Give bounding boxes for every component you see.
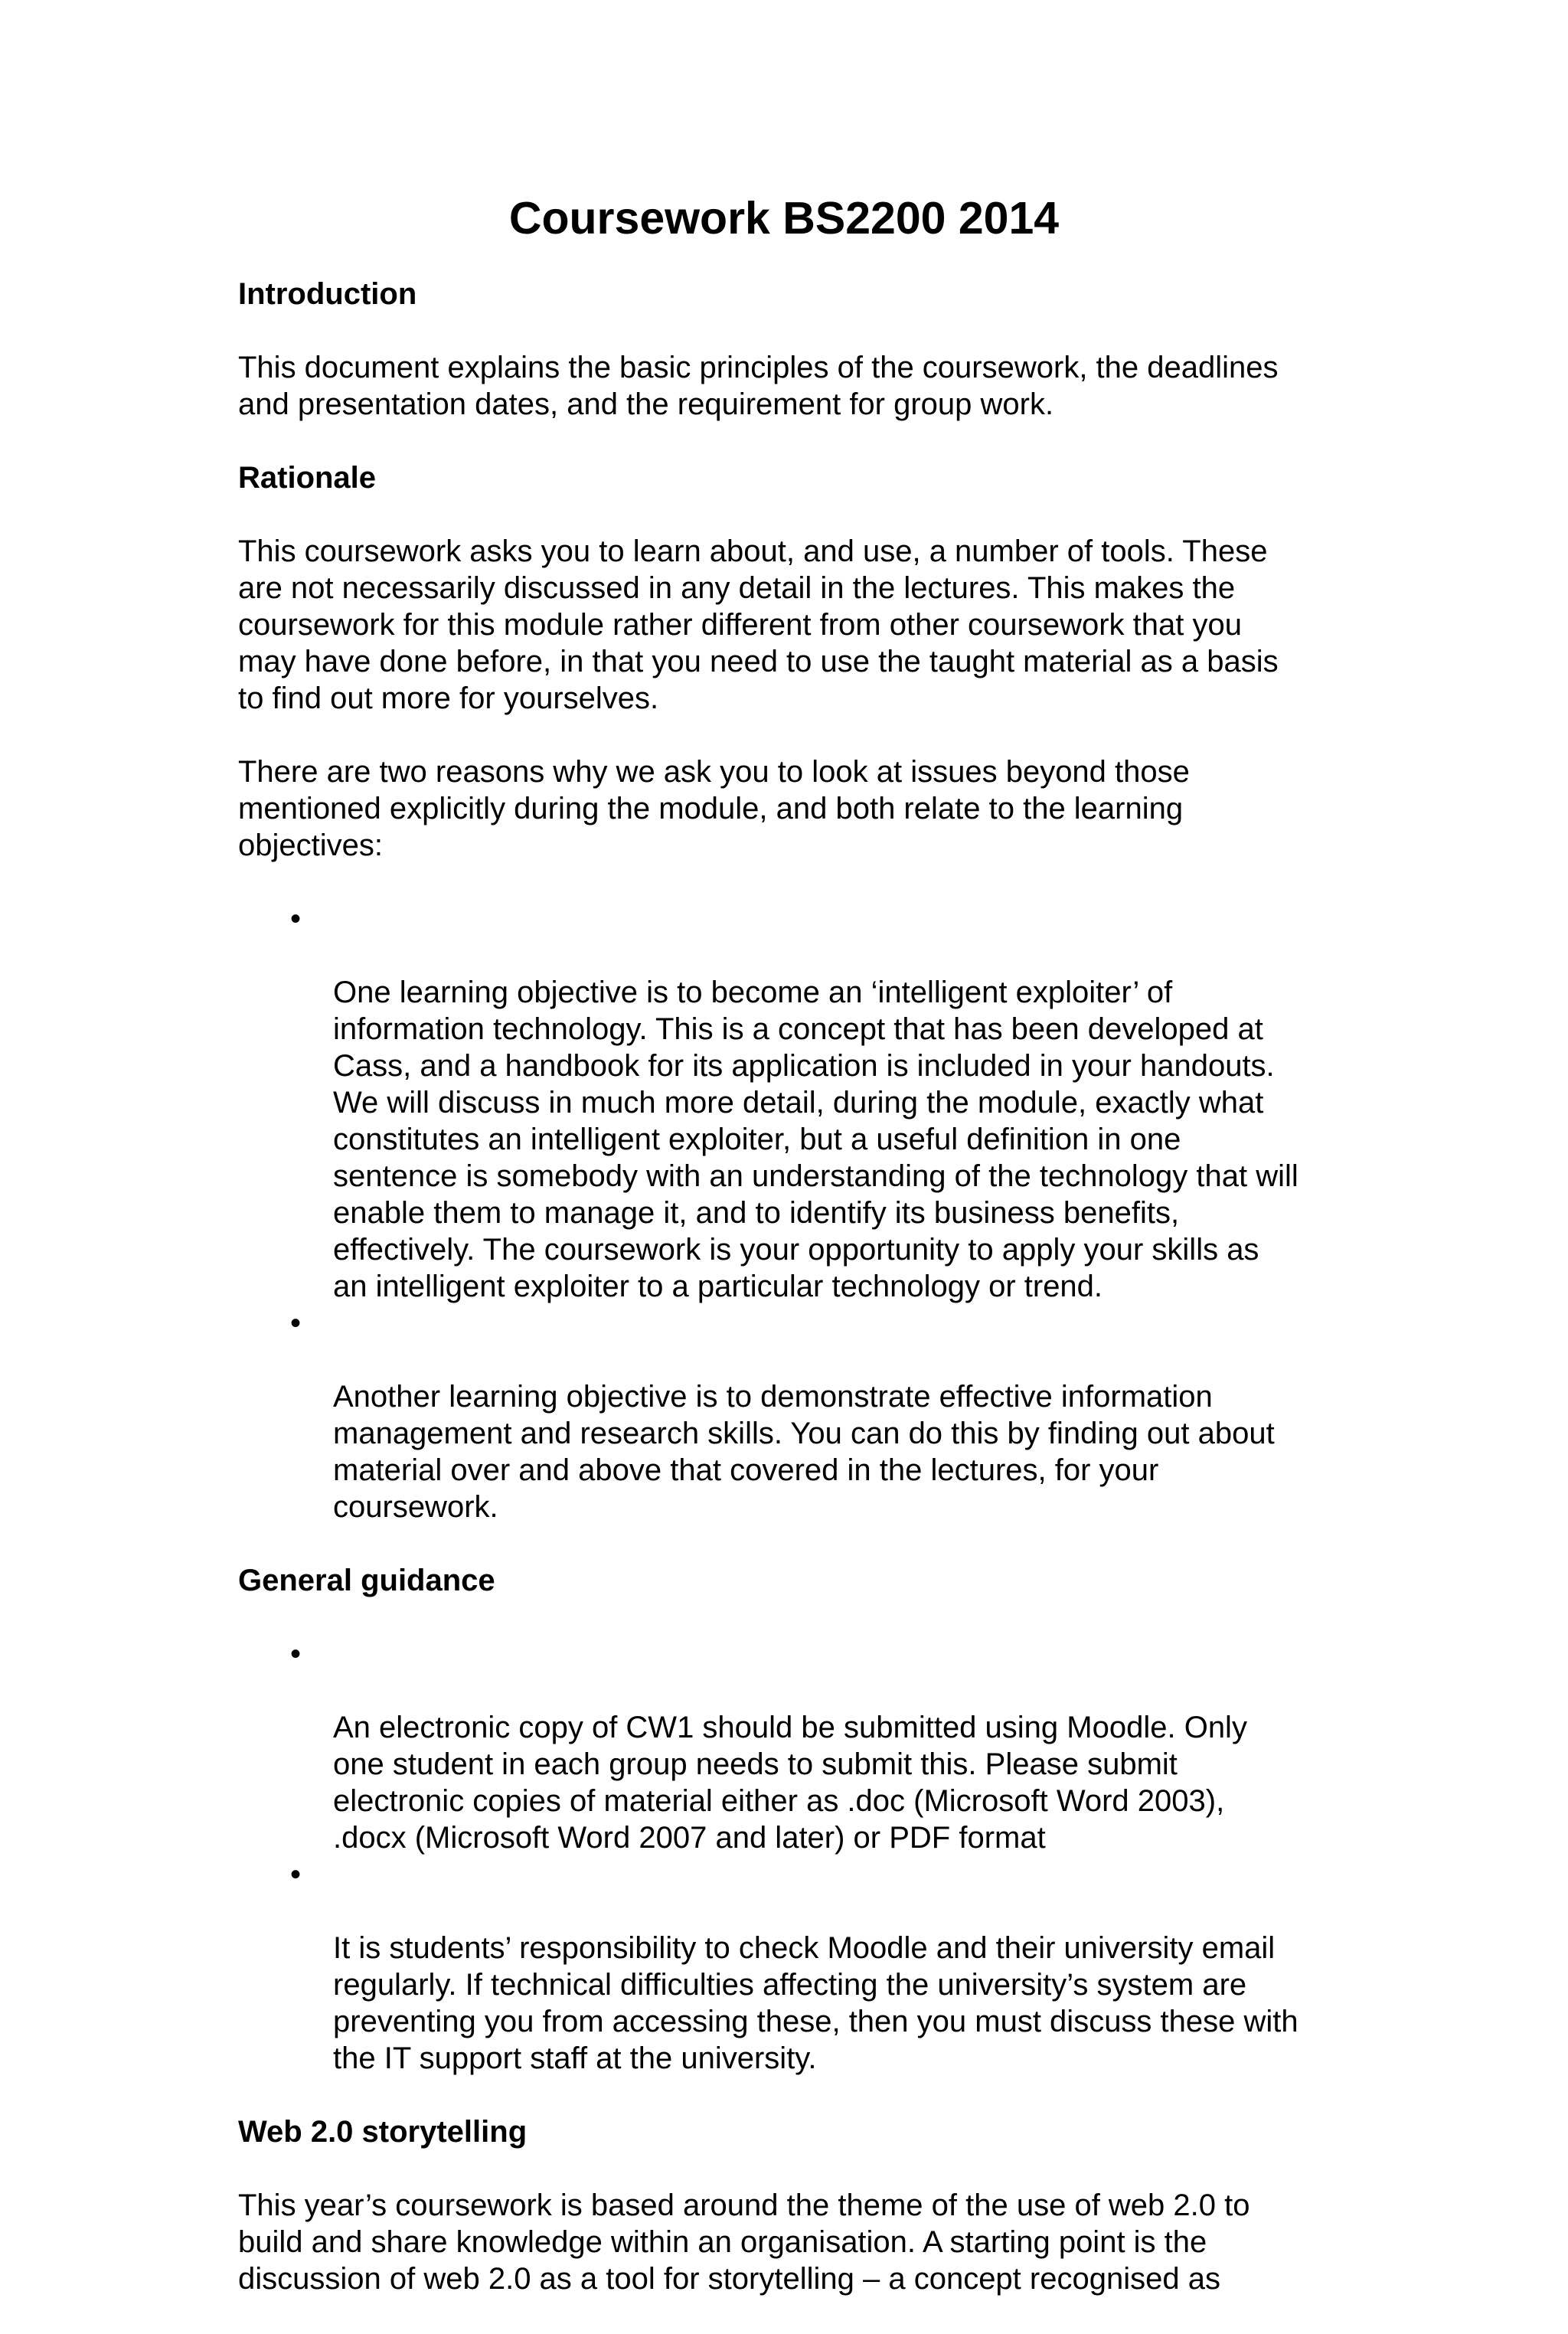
list-item-text: It is students’ responsibility to check Moodle and their university email regularly. If technical difficulties affecting the university’s system are preventing you from accessing these, then you must discuss these with the IT support staff at the university. — [333, 1931, 1298, 2075]
bullet-icon: • — [289, 1637, 301, 1671]
paragraph: This coursework asks you to learn about, and use, a number of tools. These are not necessarily discussed in any detail in the lectures. This makes the coursework for this module rather different from other coursework that you may have done before, in that you need to use the taught material as a basis to find out more for yourselves. — [238, 534, 1279, 715]
list-item — [238, 1305, 1348, 1525]
section-rationale — [238, 459, 1348, 1525]
section-general-guidance — [238, 1562, 1348, 2077]
paragraph: This year’s coursework is based around the theme of the use of web 2.0 to build and share knowledge within an organisation. A starting point is the discussion of web 2.0 as a tool for storytelling – a concept recognised as — [238, 2189, 1250, 2296]
section-heading: Web 2.0 storytelling — [238, 2115, 528, 2149]
bullet-icon: • — [289, 902, 301, 936]
document-title: Coursework BS2200 2014 — [508, 193, 1060, 244]
section-heading: Introduction — [238, 277, 417, 311]
paragraph: There are two reasons why we ask you to look at issues beyond those mentioned explicitly during the module, and both relate to the learning objectives: — [238, 755, 1190, 862]
list-item-text: One learning objective is to become an ‘intelligent exploiter’ of information technology. This is a concept that has been developed at Cass, and a handbook for its application is included in your handouts. We will discuss in much more detail, during the module, exactly what constitutes an intelligent exploiter, but a useful definition in one sentence is somebody with an understanding of the technology that will enable them to manage it, and to identify its business benefits, effectively. The coursework is your opportunity to apply your skills as an intelligent exploiter to a particular technology or trend. — [333, 976, 1298, 1303]
list-item-text: An electronic copy of CW1 should be submitted using Moodle. Only one student in each group needs to submit this. Please submit electronic copies of material either as .doc (Microsoft Word 2003), .docx (Microsoft Word 2007 and later) or PDF format — [333, 1711, 1247, 1855]
list-item — [238, 1856, 1348, 2077]
list-item — [238, 1636, 1348, 1856]
list-item — [238, 901, 1348, 1305]
bullet-icon: • — [289, 1306, 301, 1340]
bullet-icon: • — [289, 1858, 301, 1891]
bullet-list — [238, 901, 1348, 1525]
paragraph: This document explains the basic principles of the coursework, the deadlines and presentation dates, and the requirement for group work. — [238, 351, 1279, 421]
section-web-storytelling — [238, 2113, 1348, 2297]
section-introduction — [238, 276, 1348, 423]
document-body — [238, 276, 1348, 2334]
section-heading: Rationale — [238, 461, 377, 495]
section-heading: General guidance — [238, 1564, 495, 1597]
list-item-text: Another learning objective is to demonstrate effective information management and research skills. You can do this by finding out about material over and above that covered in the lectures, for your coursework. — [333, 1380, 1275, 1524]
bullet-list — [238, 1636, 1348, 2077]
